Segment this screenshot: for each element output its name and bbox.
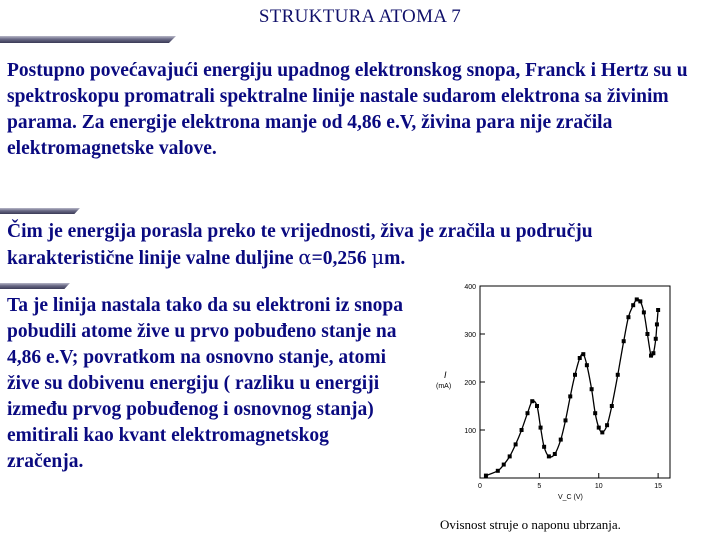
y-tick-label: 100 bbox=[464, 428, 476, 435]
data-point bbox=[585, 363, 589, 367]
data-point bbox=[530, 399, 534, 403]
data-point bbox=[568, 394, 572, 398]
data-point bbox=[526, 411, 530, 415]
data-point bbox=[622, 339, 626, 343]
paragraph-intro: Postupno povećavajući energiju upadnog elektronskog snopa, Franck i Hertz su u spektroskopu promatrali spektralne linije nastale sudarom elektrona sa živinim parama. Za energije elektrona manje od 4,86 e.V, živina para nije zračila elektromagnetske valove. bbox=[7, 60, 688, 159]
mu-symbol: μ bbox=[371, 246, 385, 269]
data-point bbox=[547, 454, 551, 458]
data-point bbox=[597, 426, 601, 430]
data-point bbox=[542, 445, 546, 449]
data-point bbox=[626, 315, 630, 319]
data-point bbox=[642, 310, 646, 314]
data-point bbox=[484, 474, 488, 478]
data-point bbox=[502, 463, 506, 467]
data-point bbox=[573, 373, 577, 377]
data-point bbox=[654, 337, 658, 341]
data-point bbox=[578, 356, 582, 360]
decorative-bar bbox=[0, 283, 70, 289]
data-point bbox=[605, 423, 609, 427]
data-point bbox=[514, 442, 518, 446]
x-tick-label: 0 bbox=[478, 483, 482, 490]
data-point bbox=[539, 426, 543, 430]
wavelength-unit: m. bbox=[384, 248, 406, 269]
alpha-symbol: α bbox=[298, 246, 312, 269]
y-tick-label: 200 bbox=[464, 380, 476, 387]
y-axis-variable: I bbox=[444, 370, 447, 380]
data-point bbox=[496, 469, 500, 473]
wavelength-value: =0,256 bbox=[311, 248, 372, 269]
x-tick-label: 5 bbox=[537, 483, 542, 490]
x-tick-label: 15 bbox=[654, 483, 663, 490]
data-point bbox=[600, 430, 604, 434]
data-point bbox=[553, 452, 557, 456]
data-point bbox=[635, 297, 639, 301]
slide-title: STRUKTURA ATOMA 7 bbox=[258, 6, 462, 27]
data-point bbox=[651, 351, 655, 355]
y-tick-label: 400 bbox=[464, 284, 476, 291]
data-point bbox=[638, 299, 642, 303]
data-point bbox=[581, 352, 585, 356]
x-axis-label: V_C (V) bbox=[558, 494, 583, 501]
data-point bbox=[508, 454, 512, 458]
data-point bbox=[559, 438, 563, 442]
data-point bbox=[535, 404, 539, 408]
data-point bbox=[655, 322, 659, 326]
franck-hertz-chart bbox=[428, 282, 698, 512]
data-point bbox=[590, 387, 594, 391]
paragraph-explanation: Ta je linija nastala tako da su elektroni iz snopa pobudili atome žive u prvo pobuđeno stanje na 4,86 e.V; povratkom na osnovno stanje, atomi žive su dobivenu energiju ( razliku u energiji između prvog pobuđenog i osnovnog stanja) emitirali kao kvant elektromagnetskog zračenja. bbox=[7, 295, 404, 472]
y-tick-label: 300 bbox=[464, 332, 476, 339]
data-point bbox=[520, 428, 524, 432]
data-point bbox=[564, 418, 568, 422]
data-point bbox=[631, 303, 635, 307]
data-point bbox=[610, 404, 614, 408]
data-point bbox=[616, 373, 620, 377]
data-point bbox=[593, 411, 597, 415]
decorative-bar bbox=[0, 36, 176, 43]
decorative-bar bbox=[0, 208, 80, 214]
plot-frame bbox=[480, 286, 670, 478]
x-tick-label: 10 bbox=[594, 483, 603, 490]
data-point bbox=[656, 308, 660, 312]
paragraph-emission-text: Čim je energija porasla preko te vrijednosti, živa je zračila u području karakteristične linije valne duljine bbox=[7, 221, 593, 269]
y-axis-unit: (mA) bbox=[436, 383, 452, 390]
data-point bbox=[645, 332, 649, 336]
chart-caption: Ovisnost struje o naponu ubrzanja. bbox=[440, 517, 621, 532]
paragraph-emission bbox=[7, 219, 713, 272]
